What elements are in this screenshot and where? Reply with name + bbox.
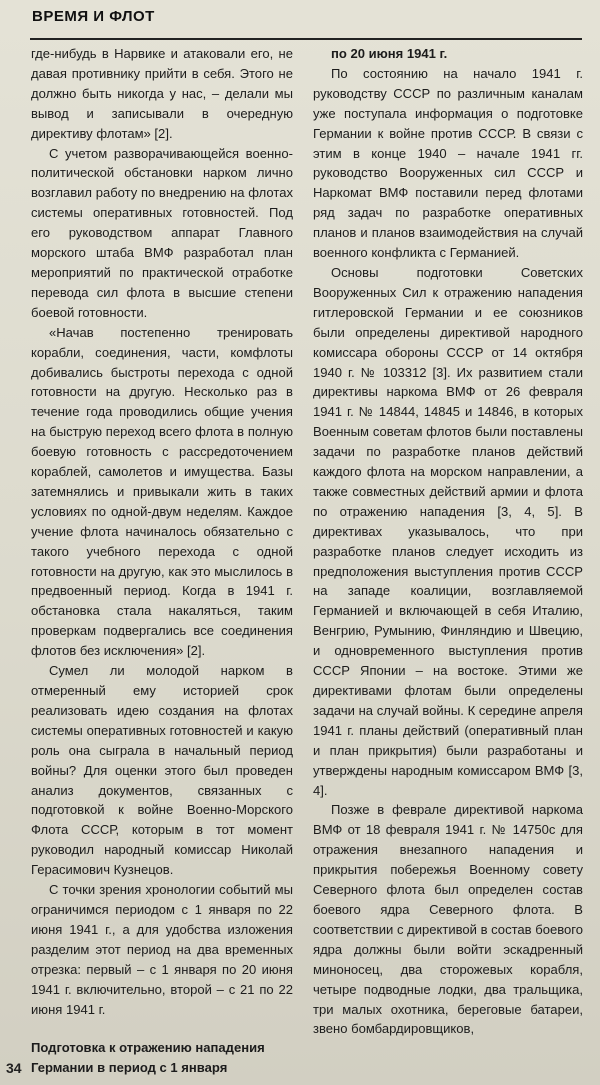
right-column xyxy=(313,44,583,1039)
paragraph: где-нибудь в Нарвике и атаковали его, не давая противнику прийти в себя. Этого не должно быть никогда у нас, – делали мы вывод и записывали в очередную директиву флотам» [2]. xyxy=(31,46,293,141)
section-title: ВРЕМЯ И ФЛОТ xyxy=(32,8,155,25)
paragraph: С учетом разворачивающейся военно-политической обстановки нарком лично возглавил работу по внедрению на флотах системы оперативных готовностей. Под его руководством аппарат Главного морского штаба ВМФ разработал план мероприятий по практической отработке перевода сил флота в высшие степени боевой готовности. xyxy=(31,145,293,320)
paragraph: По состоянию на начало 1941 г. руководству СССР по различным каналам уже поступала информация о подготовке Германии к войне против СССР. В связи с этим в конце 1940 – начале 1941 гг. руководство Вооруженных сил СССР и Наркомат ВМФ поставили перед флотами ряд задач по разработке оперативных планов и планов взаимодействия на случай военного конфликта с Германией. xyxy=(313,65,583,261)
page-number: 34 xyxy=(6,1060,22,1076)
running-header xyxy=(30,2,582,40)
section-heading-continued: по 20 июня 1941 г. xyxy=(331,46,448,61)
paragraph: Сумел ли молодой нарком в отмеренный ему историей срок реализовать идею создания на флотах системы оперативных готовностей и какую роль она сыграла в начальный период войны? Для оценки этого был проведен анализ документов, связанных с подготовкой к войне Военно-Морского Флота СССР, которым в тот момент руководил народный комиссар Николай Герасимович Кузнецов. xyxy=(31,663,293,878)
left-column xyxy=(31,44,293,1078)
section-heading: Подготовка к отражению нападения Германии в период с 1 января xyxy=(31,1040,265,1076)
paragraph: Основы подготовки Советских Вооруженных Сил к отражению нападения гитлеровской Германии и ее союзников были определены директивой народного комиссара обороны СССР от 14 октября 1940 г. № 103312 [3]. Их развитием стали директивы наркома ВМФ от 26 февраля 1941 г. № 14844, 14845 и 14846, в которых Военным советам флотов были поставлены задачи по разработке планов действий каждого флота на морском направлении, а также совместных действий армии и флота по отражению нападения [3, 4, 5]. В директивах указывалось, что при разработке планов следует исходить из предположения выступления против СССР на западе коалиции, возглавляемой Германией и включающей в себя Италию, Венгрию, Румынию, Финляндию и Швецию, и одновременного выступления против СССР Японии – на востоке. Этими же директивами флотам были определены задачи на случай войны. К середине апреля 1941 г. планы действий (оперативный план и план прикрытия) были разработаны и утверждены народным комиссаром ВМФ [3, 4]. xyxy=(313,264,583,798)
paragraph: С точки зрения хронологии событий мы ограничимся периодом с 1 января по 22 июня 1941 г., а для удобства изложения разделим этот период на два временных отрезка: первый – с 1 января по 20 июня 1941 г. включительно, второй – с 21 по 22 июня 1941 г. xyxy=(31,882,293,1017)
paragraph: Позже в феврале директивой наркома ВМФ от 18 февраля 1941 г. № 14750с для отражения внезапного нападения и прикрытия побережья Военному совету Северного флота был определен состав боевого ядра Северного флота. В соответствии с директивой в состав боевого ядра должны были войти эскадренный миноносец, два сторожевых корабля, четыре подводные лодки, два тральщика, три малых охотника, береговые батареи, звено бомбардировщиков, xyxy=(313,802,583,1037)
quote-paragraph: «Начав постепенно тренировать корабли, соединения, части, комфлоты добивались быстроты перехода с одной готовности на другую. Несколько раз в течение года проводились общие учения на быструю переход всего флота в полную боевую готовность с рассредоточением кораблей, самолетов и имущества. Базы затемнялись и привыкали жить в таких условиях по одной-двум неделям. Каждое учение флота начиналось обязательно с такого учебного перехода с одной готовности на другую, как это мыслилось в предвоенный период. Когда в 1941 г. обстановка стала накаляться, таким проверкам подвергались все соединения флотов без исключения» [2]. xyxy=(31,324,293,659)
